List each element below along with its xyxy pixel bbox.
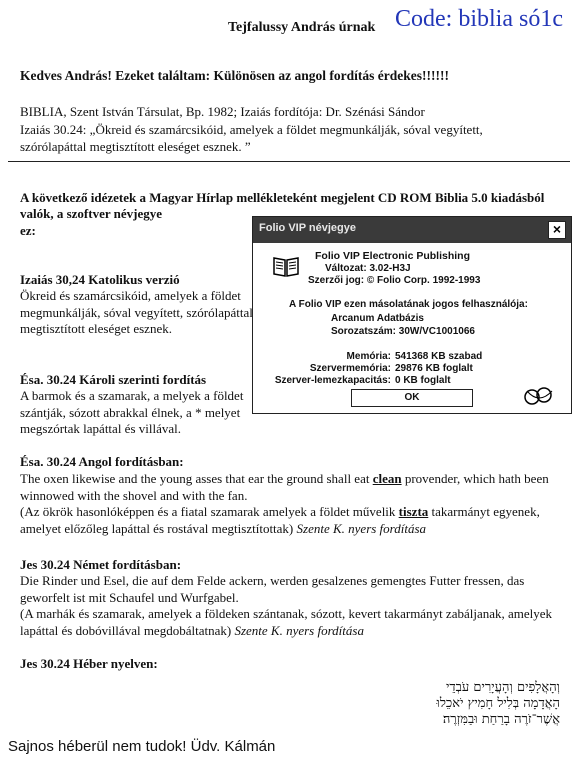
english-text-before: The oxen likewise and the young asses that ear the ground shall eat	[20, 471, 373, 486]
karoli-heading: Ésa. 30.24 Károli szerinti fordítás	[20, 372, 207, 387]
dialog-product: Folio VIP Electronic Publishing	[315, 250, 470, 262]
english-hu-before: (Az ökrök hasonlóképpen és a fiatal szamarak amelyek a földet művelik	[20, 504, 399, 519]
dialog-copyright: Szerzői jog: © Folio Corp. 1992-1993	[308, 275, 481, 286]
dialog-titlebar	[253, 217, 571, 243]
isaiah-ref: Izaiás 30.24:	[20, 122, 87, 137]
server-disk-value: 0 KB foglalt	[395, 375, 451, 386]
catholic-heading: Izaiás 30,24 Katolikus verzió	[20, 272, 180, 287]
isaiah-text: „Ökreid és szamárcsikóid, amelyek a földet megmunkálják, sóval vegyített, szórólapáttal megtisztított eleséget esznek. ”	[20, 122, 483, 154]
biblia-source-line: BIBLIA, Szent István Társulat, Bp. 1982; Izaiás fordítója: Dr. Szénási Sándor	[20, 104, 425, 119]
server-disk-label: Szerver-lemezkapacitás:	[274, 375, 391, 386]
english-key-word: clean	[372, 471, 402, 486]
about-dialog	[252, 216, 572, 414]
dialog-title: Folio VIP névjegye	[259, 222, 356, 234]
hebrew-text	[360, 680, 560, 728]
server-memory-label: Szervermemória:	[309, 363, 391, 374]
dialog-licensee: Arcanum Adatbázis	[331, 313, 424, 324]
english-text-after: provender, which hath been winnowed with the shovel and with the fan.	[20, 471, 549, 503]
hebrew-heading: Jes 30.24 Héber nyelven:	[20, 656, 158, 671]
folio-logo-icon	[521, 385, 557, 407]
hebrew-line: אֲשֶׁר־זֹרֶה בָרַחַת וּבַמִּזְרֶה׃	[442, 712, 560, 727]
german-text: Die Rinder und Esel, die auf dem Felde ackern, werden gesalzenes gemengtes Futter fressen, das geworfelt ist mit Schaufel und Wurfgabel.	[20, 573, 525, 605]
close-button[interactable]: ×	[548, 221, 566, 239]
hebrew-line: הָאֲדָמָה בְּלִיל חָמִיץ יֹאכֵלוּ	[436, 696, 560, 711]
dialog-license: A Folio VIP ezen másolatának jogos felhasználója:	[289, 299, 528, 310]
german-heading: Jes 30.24 Német fordításban:	[20, 557, 182, 572]
server-memory-row	[253, 363, 571, 375]
english-hu-translation	[20, 504, 568, 537]
german-hu-text: (A marhák és szamarak, amelyek a földeken szántanak, sózott, kevert takarmányt zabáljanak, amelyek lapáttal és dobóvillával megdobáltatnak)	[20, 606, 553, 638]
german-hu-credit: Szente K. nyers fordítása	[234, 622, 364, 638]
memory-label: Memória:	[346, 351, 391, 362]
footer-note: Sajnos héberül nem tudok! Üdv. Kálmán	[8, 738, 276, 755]
hebrew-line: וְהָאֲלָפִים וְהָעֲיָרִים עֹבְדֵי	[445, 680, 560, 695]
dialog-version: Változat: 3.02-H3J	[325, 263, 411, 274]
server-memory-value: 29876 KB foglalt	[395, 363, 473, 374]
cdrom-intro: A következő idézetek a Magyar Hírlap mellékleteként megjelent CD ROM Biblia 5.0 kiadásból valók, a szoftver névjegye	[20, 190, 545, 221]
isaiah-szit-quote	[20, 121, 490, 155]
ez-label: ez:	[20, 223, 36, 238]
english-hu-key-word: tiszta	[398, 504, 429, 519]
addressee-line: Tejfalussy András úrnak	[228, 20, 376, 35]
english-hu-after: takarmányt egyenek, amelyet előzőleg lapáttal és rostával megtisztítottak)	[20, 504, 540, 536]
catholic-text: Ökreid és szamárcsikóid, amelyek a földet megmunkálják, sóval vegyített, szórólapáttal megtisztított eleséget esznek.	[20, 288, 253, 336]
book-icon	[273, 255, 299, 277]
divider	[8, 161, 570, 162]
english-text	[20, 471, 568, 504]
greeting: Kedves András! Ezeket találtam: Különösen az angol fordítás érdekes!!!!!!	[20, 68, 449, 83]
code-label: Code: biblia só1c	[395, 6, 563, 32]
dialog-serial: Sorozatszám: 30W/VC1001066	[331, 326, 475, 337]
english-hu-credit: Szente K. nyers fordítása	[296, 520, 427, 536]
karoli-text: A barmok és a szamarak, a melyek a földet szántják, sózott abrakkal élnek, a * melyet megszórtak lapáttal és villával.	[20, 388, 244, 436]
memory-value: 541368 KB szabad	[395, 351, 483, 362]
german-hu-translation	[20, 606, 570, 639]
ok-button[interactable]: OK	[351, 389, 473, 407]
memory-row	[253, 351, 571, 363]
english-heading: Ésa. 30.24 Angol fordításban:	[20, 454, 184, 469]
